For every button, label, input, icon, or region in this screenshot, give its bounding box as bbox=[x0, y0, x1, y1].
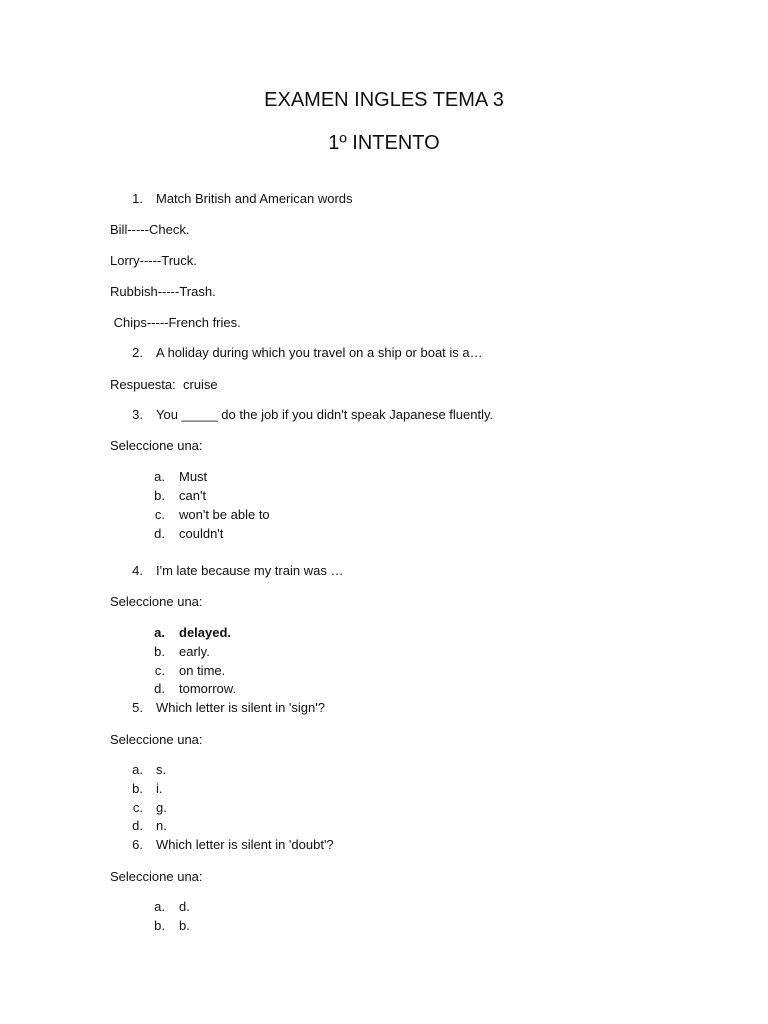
option-letter: c. bbox=[154, 507, 165, 522]
question-number: 6. bbox=[132, 837, 143, 852]
answer-text: Respuesta: cruise bbox=[110, 377, 218, 392]
option-letter: d. bbox=[132, 818, 143, 833]
word-pair: Lorry-----Truck. bbox=[110, 253, 197, 268]
option-letter: c. bbox=[132, 800, 143, 815]
question-number: 1. bbox=[132, 191, 143, 206]
question-number: 3. bbox=[132, 407, 143, 422]
option-text: on time. bbox=[179, 663, 226, 678]
question-text: Which letter is silent in 'doubt'? bbox=[156, 837, 334, 852]
question-text: You _____ do the job if you didn't speak Japanese fluently. bbox=[156, 407, 494, 422]
question-text: Which letter is silent in 'sign'? bbox=[156, 700, 325, 715]
option-text: g. bbox=[156, 800, 167, 815]
word-pair: Rubbish-----Trash. bbox=[110, 284, 216, 299]
option-text: i. bbox=[156, 781, 163, 796]
select-prompt: Seleccione una: bbox=[110, 869, 203, 884]
option-letter: a. bbox=[154, 899, 165, 914]
select-prompt: Seleccione una: bbox=[110, 732, 203, 747]
option-letter: c. bbox=[154, 663, 165, 678]
option-letter: b. bbox=[154, 488, 165, 503]
select-prompt: Seleccione una: bbox=[110, 594, 203, 609]
option-letter: d. bbox=[154, 526, 165, 541]
document-subtitle: 1º INTENTO bbox=[328, 132, 440, 154]
option-letter: a. bbox=[154, 469, 165, 484]
question-number: 4. bbox=[132, 563, 143, 578]
option-text: tomorrow. bbox=[179, 681, 237, 696]
select-prompt: Seleccione una: bbox=[110, 438, 203, 453]
option-text: can't bbox=[179, 488, 207, 503]
option-text: d. bbox=[179, 899, 190, 914]
option-letter: b. bbox=[132, 781, 143, 796]
question-number: 5. bbox=[132, 700, 143, 715]
option-letter: b. bbox=[154, 644, 165, 659]
word-pair: Chips-----French fries. bbox=[110, 315, 241, 330]
word-pair: Bill-----Check. bbox=[110, 222, 190, 237]
document-title: EXAMEN INGLES TEMA 3 bbox=[264, 89, 504, 111]
question-number: 2. bbox=[132, 345, 143, 360]
option-text: Must bbox=[179, 469, 208, 484]
question-text: A holiday during which you travel on a ship or boat is a… bbox=[156, 345, 483, 360]
option-letter: d. bbox=[154, 681, 165, 696]
option-letter-selected: a. bbox=[154, 625, 165, 640]
question-text: Match British and American words bbox=[156, 191, 353, 206]
option-text-selected: delayed. bbox=[179, 625, 232, 640]
option-letter: a. bbox=[132, 762, 143, 777]
option-text: s. bbox=[156, 762, 167, 777]
option-text: early. bbox=[179, 644, 210, 659]
option-text: couldn't bbox=[179, 526, 224, 541]
option-text: b. bbox=[179, 918, 190, 933]
question-text: I'm late because my train was … bbox=[156, 563, 344, 578]
option-text: n. bbox=[156, 818, 167, 833]
option-text: won't be able to bbox=[179, 507, 270, 522]
option-letter: b. bbox=[154, 918, 165, 933]
